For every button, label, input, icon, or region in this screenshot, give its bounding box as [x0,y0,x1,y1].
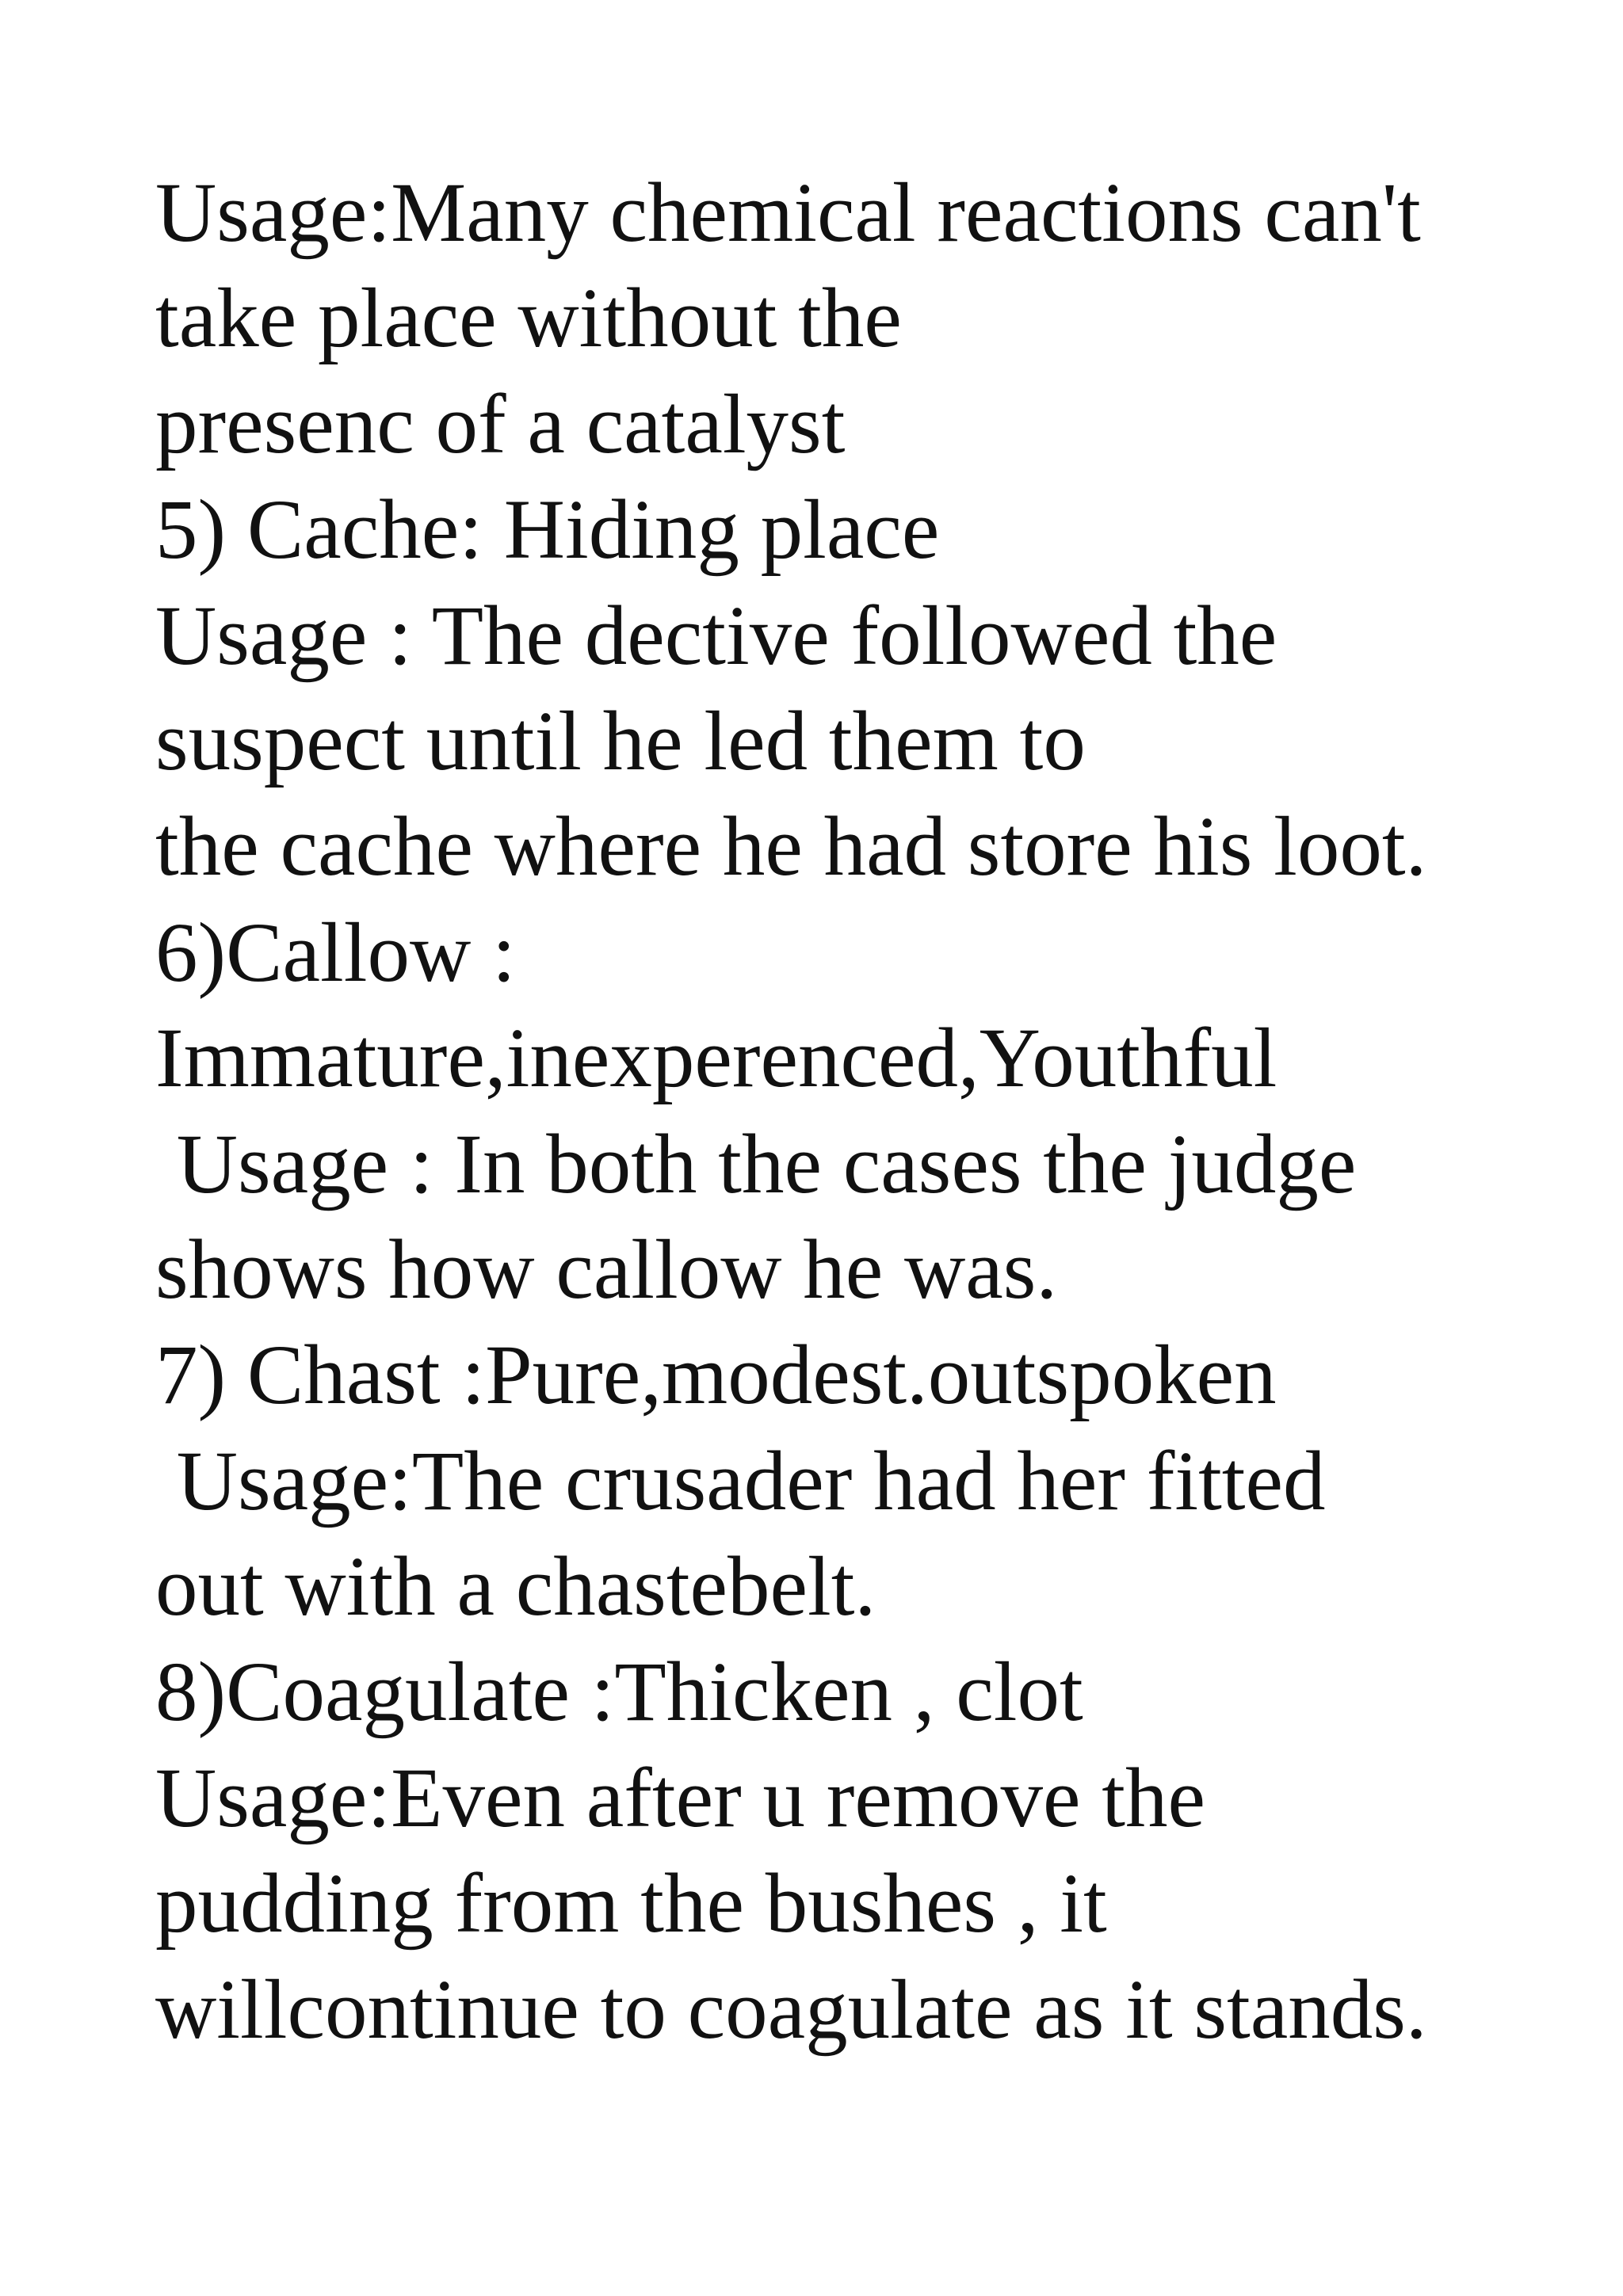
document-text [155,161,1582,2063]
text-line: Usage:Even after u remove the [155,1751,1206,1845]
text-line: 8)Coagulate :Thicken , clot [155,1646,1083,1740]
text-line: Usage : The dective followed the [155,589,1277,683]
text-line: take place without the [155,272,902,366]
text-line: Usage:Many chemical reactions can't [155,166,1421,260]
text-line: presenc of a catalyst [155,377,846,471]
text-line: 6)Callow : [155,906,516,1000]
text-line: 7) Chast :Pure,modest.outspoken [155,1329,1277,1423]
text-line: out with a chastebelt. [155,1540,876,1634]
text-line: pudding from the bushes , it [155,1857,1107,1951]
text-line: the cache where he had store his loot. [155,800,1427,894]
text-line: Usage:The crusader had her fitted [155,1434,1326,1528]
text-line: suspect until he led them to [155,694,1086,788]
text-line: shows how callow he was. [155,1222,1058,1317]
text-line: willcontinue to coagulate as it stands. [155,1962,1427,2057]
text-line: 5) Cache: Hiding place [155,483,940,578]
text-line: Immature,inexperenced,Youthful [155,1012,1277,1106]
text-line: Usage : In both the cases the judge [155,1117,1357,1211]
